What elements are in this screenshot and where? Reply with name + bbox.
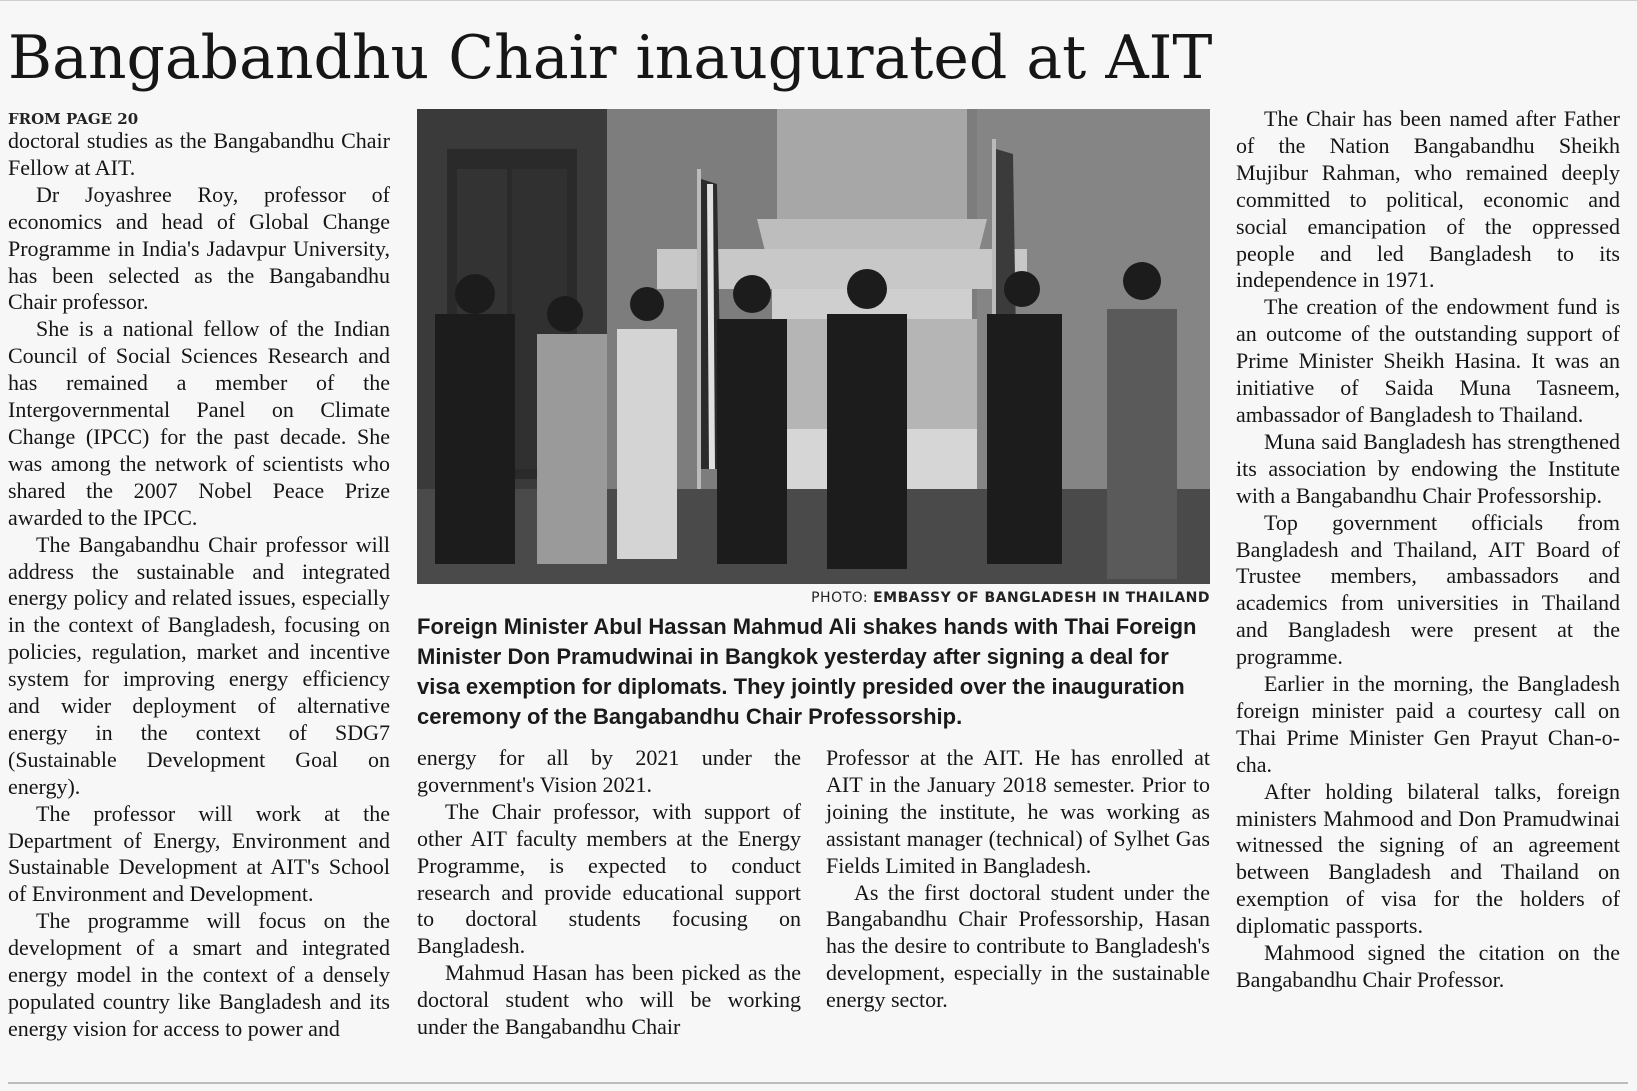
paragraph: The programme will focus on the development of a smart and integrated energy model in the context of a densely populated country like Bangladesh and its energy vision for access to power and xyxy=(8,908,390,1041)
paragraph: Muna said Bangladesh has strengthened its association by endowing the Institute with a Bangabandhu Chair Professorship. xyxy=(1236,428,1620,508)
photo-credit-source: EMBASSY OF BANGLADESH IN THAILAND xyxy=(873,590,1210,606)
from-page-label: FROM PAGE 20 xyxy=(8,110,139,128)
paragraph: energy for all by 2021 under the government's Vision 2021. xyxy=(417,745,801,797)
paragraph: As the first doctoral student under the Bangabandhu Chair Professorship, Hasan has the desire to contribute to Bangladesh's development, especially in the sustainable energy sector. xyxy=(826,879,1210,1013)
photo-illustration xyxy=(417,109,1210,584)
paragraph: Mahmood signed the citation on the Bangabandhu Chair Professor. xyxy=(1236,940,1620,992)
paragraph: The Chair professor, with support of other AIT faculty members at the Energy Programme, is expected to conduct research and provide educational support to doctoral students focusing on Bangladesh. xyxy=(417,798,801,959)
photo-credit xyxy=(417,590,1210,606)
paragraph: The Bangabandhu Chair professor will address the sustainable and integrated energy policy and related issues, especially in the context of Bangladesh, focusing on policies, regulation, market and incentive system for improving energy efficiency and wider deployment of alternative energy in the context of SDG7 (Sustainable Development Goal on energy). xyxy=(8,531,390,799)
article-column-2 xyxy=(417,745,801,1041)
paragraph: She is a national fellow of the Indian Council of Social Sciences Research and has remained a member of the Intergovernmental Panel on Climate Change (IPCC) for the past decade. She was among the network of scientists who shared the 2007 Nobel Peace Prize awarded to the IPCC. xyxy=(8,316,390,530)
paragraph: Earlier in the morning, the Bangladesh foreign minister paid a courtesy call on Thai Prime Minister Gen Prayut Chan-o-cha. xyxy=(1236,671,1620,777)
paragraph: Mahmud Hasan has been picked as the doctoral student who will be working under the Bangabandhu Chair xyxy=(417,960,801,1040)
bottom-rule xyxy=(8,1082,1628,1084)
paragraph: After holding bilateral talks, foreign ministers Mahmood and Don Pramudwinai witnessed the signing of an agreement between Bangladesh and Thailand on exemption of visa for the holders of diplomatic passports. xyxy=(1236,778,1620,939)
photo-caption: Foreign Minister Abul Hassan Mahmud Ali shakes hands with Thai Foreign Minister Don Pramudwinai in Bangkok yesterday after signing a deal for visa exemption for diplomats. They jointly presided over the inauguration ceremony of the Bangabandhu Chair Professorship. xyxy=(417,614,1197,729)
headline: Bangabandhu Chair inaugurated at AIT xyxy=(8,23,1213,93)
paragraph: The professor will work at the Department of Energy, Environment and Sustainable Development at AIT's School of Environment and Development. xyxy=(8,800,390,907)
article-column-1 xyxy=(8,128,390,1043)
paragraph: Professor at the AIT. He has enrolled at AIT in the January 2018 semester. Prior to joining the institute, he was working as assistant manager (technical) of Sylhet Gas Fields Limited in Bangladesh. xyxy=(826,745,1210,878)
paragraph: The Chair has been named after Father of the Nation Bangabandhu Sheikh Mujibur Rahman, who remained deeply committed to political, economic and social emancipation of the oppressed people and led Bangladesh to its independence in 1971. xyxy=(1236,106,1620,293)
article-column-3 xyxy=(826,745,1210,1014)
article-column-4 xyxy=(1236,106,1620,994)
paragraph: The creation of the endowment fund is an outcome of the outstanding support of Prime Minister Sheikh Hasina. It was an initiative of Saida Muna Tasneem, ambassador of Bangladesh to Thailand. xyxy=(1236,294,1620,427)
news-photo xyxy=(417,109,1210,584)
paragraph: Top government officials from Bangladesh and Thailand, AIT Board of Trustee members, ambassadors and academics from universities in Thailand and Bangladesh were present at the programme. xyxy=(1236,509,1620,670)
top-rule xyxy=(0,0,1637,1)
paragraph: doctoral studies as the Bangabandhu Chair Fellow at AIT. xyxy=(8,128,390,180)
paragraph: Dr Joyashree Roy, professor of economics and head of Global Change Programme in India's Jadavpur University, has been selected as the Bangabandhu Chair professor. xyxy=(8,181,390,315)
photo-credit-prefix: PHOTO: xyxy=(811,590,869,606)
